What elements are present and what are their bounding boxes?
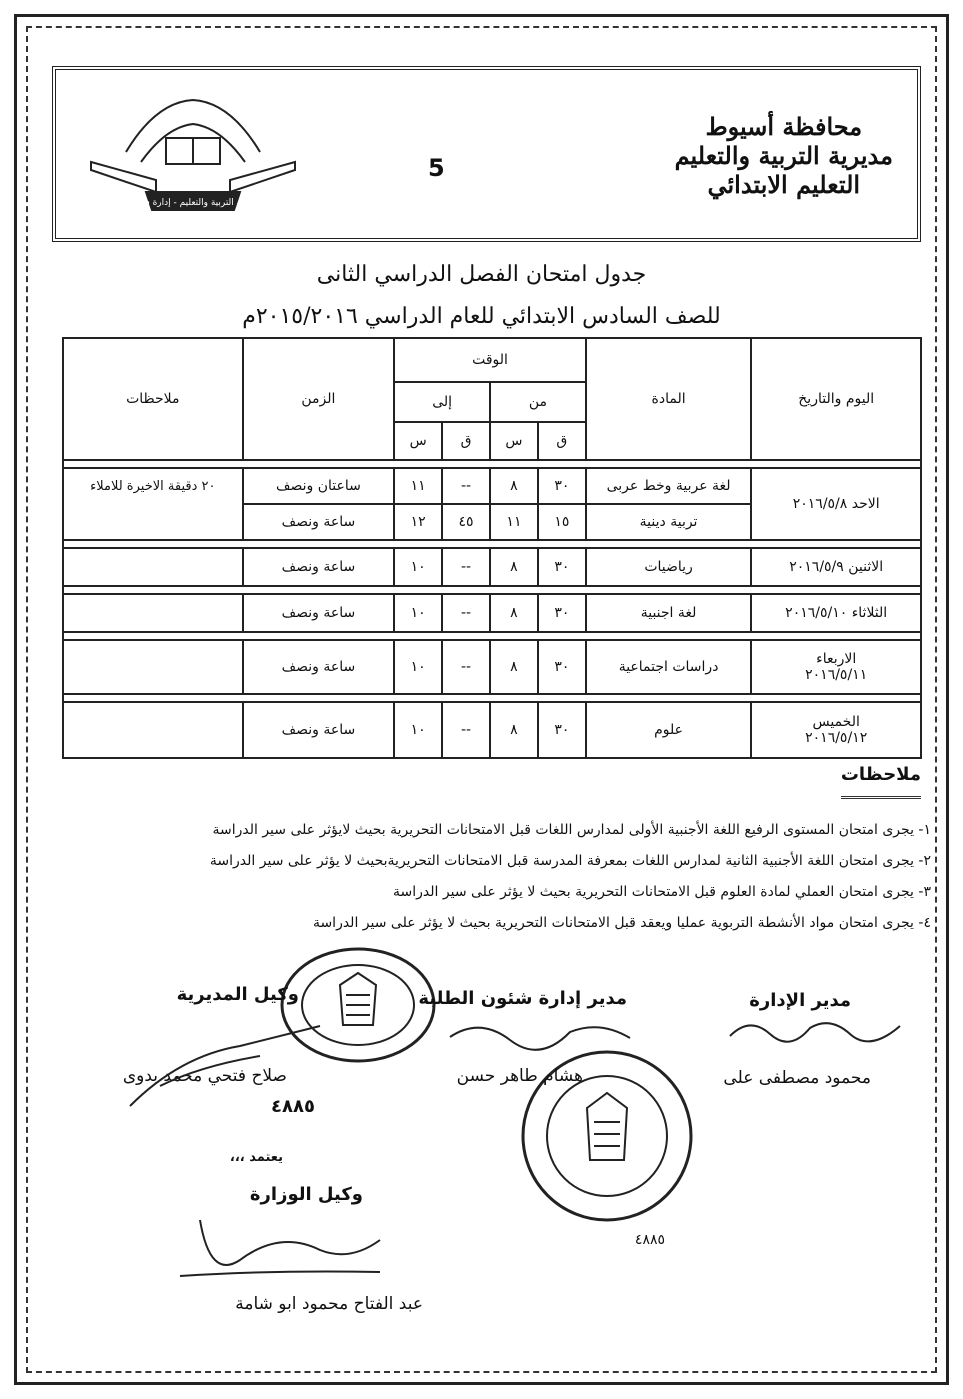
row-duration: ساعة ونصف	[243, 504, 395, 540]
row-from-q: ٣٠	[538, 594, 586, 632]
note-item: ٣- يجرى امتحان العملي لمادة العلوم قبل الامتحانات التحريرية بحيث لا يؤثر على سير الدراسة	[393, 884, 931, 900]
row-from-s: ٨	[490, 594, 538, 632]
header-to-q: ق	[442, 422, 490, 460]
row-from-s: ٨	[490, 640, 538, 694]
stamp-number-2: ٤٨٨٥	[634, 1232, 665, 1248]
table-row	[63, 702, 921, 758]
row-from-q: ٣٠	[538, 548, 586, 586]
header-duration: الزمن	[243, 338, 395, 460]
row-from-s: ١١	[490, 504, 538, 540]
row-subject: تربية دينية	[586, 504, 752, 540]
row-to-q: --	[442, 702, 490, 758]
signature-scribble-4	[170, 1200, 390, 1290]
letterhead-text	[675, 112, 893, 199]
row-duration: ساعة ونصف	[243, 702, 395, 758]
row-day: الثلاثاء ٢٠١٦/٥/١٠	[751, 594, 921, 632]
row-subject: علوم	[586, 702, 752, 758]
notes-underline	[841, 796, 921, 799]
row-notes	[63, 702, 243, 758]
note-item: ١- يجرى امتحان المستوى الرفيع اللغة الأجنبية الأولى لمدارس اللغات قبل الامتحانات التحريرية بحيث لايؤثر على سير الدراسة	[212, 822, 931, 838]
approval-label: يعتمد ،،،	[229, 1150, 283, 1165]
ministry-deputy-name: عبد الفتاح محمود ابو شامة	[235, 1294, 423, 1314]
row-to-q: --	[442, 548, 490, 586]
signature-scribble-3	[120, 1016, 330, 1116]
note-item: ٤- يجرى امتحان مواد الأنشطة التربوية عمليا ويعقد قبل الامتحانات التحريرية بحيث لا يؤثر على سير الدراسة	[312, 915, 931, 931]
row-to-q: ٤٥	[442, 504, 490, 540]
note-item: ٢- يجرى امتحان اللغة الأجنبية الثانية لمدارس اللغات بمعرفة المدرسة قبل الامتحانات التحريريةبحيث لا يؤثر على سير الدراسة	[209, 853, 931, 869]
row-to-s: ١٠	[394, 640, 442, 694]
row-from-s: ٨	[490, 702, 538, 758]
row-subject: لغة عربية وخط عربى	[586, 468, 752, 504]
department-name: التعليم الابتدائي	[707, 170, 861, 199]
directorate-logo	[57, 92, 329, 214]
header-time: الوقت	[394, 338, 586, 382]
row-subject: لغة اجنبية	[586, 594, 752, 632]
row-from-q: ٣٠	[538, 702, 586, 758]
governorate-name: محافظة أسيوط	[705, 112, 863, 141]
row-day	[751, 640, 921, 694]
row-to-s: ١٠	[394, 702, 442, 758]
admin-director-title: مدير الإدارة	[749, 990, 851, 1011]
row-to-s: ١١	[394, 468, 442, 504]
row-day-date: ٢٠١٦/٥/١٢	[805, 730, 868, 746]
deputy-director-title: وكيل المديرية	[176, 984, 299, 1005]
row-to-q: --	[442, 468, 490, 504]
header-to: إلى	[394, 382, 490, 422]
row-day: الاحد ٢٠١٦/٥/٨	[751, 468, 921, 540]
deputy-director-name: صلاح فتحي محمد بدوى	[122, 1066, 287, 1086]
schedule-title: جدول امتحان الفصل الدراسي الثانى	[316, 262, 647, 287]
stamp-number-1: ٤٨٨٥	[271, 1096, 315, 1117]
row-to-q: --	[442, 640, 490, 694]
row-day	[751, 702, 921, 758]
signature-scribble-2	[440, 1012, 640, 1062]
row-subject: دراسات اجتماعية	[586, 640, 752, 694]
row-from-s: ٨	[490, 468, 538, 504]
row-notes	[63, 640, 243, 694]
row-day: الاثنين ٢٠١٦/٥/٩	[751, 548, 921, 586]
table-row	[63, 594, 921, 632]
signature-scribble-1	[720, 1006, 910, 1060]
row-from-s: ٨	[490, 548, 538, 586]
header-from-q: ق	[538, 422, 586, 460]
notes-title: ملاحظات	[840, 764, 921, 785]
row-day-date: ٢٠١٦/٥/١١	[805, 667, 868, 683]
row-to-s: ١٢	[394, 504, 442, 540]
row-from-q: ٣٠	[538, 468, 586, 504]
admin-director-name: محمود مصطفى على	[723, 1068, 871, 1088]
logo-text: محافظة أسيوط - مديرية التربية والتعليم - إدارة شئون الطلبة والامتحانات	[57, 198, 329, 208]
row-duration: ساعتان ونصف	[243, 468, 395, 504]
row-notes: ٢٠ دقيقة الاخيرة للاملاء	[63, 468, 243, 540]
affairs-director-name: هشام طاهر حسن	[456, 1066, 583, 1086]
notes-list	[51, 818, 931, 942]
ministry-deputy-title: وكيل الوزارة	[249, 1184, 363, 1205]
row-to-s: ١٠	[394, 548, 442, 586]
row-day-name: الاربعاء	[816, 651, 857, 667]
row-from-q: ١٥	[538, 504, 586, 540]
row-subject: رياضيات	[586, 548, 752, 586]
row-day-name: الخميس	[812, 714, 860, 730]
exam-schedule-table	[62, 337, 922, 759]
row-notes	[63, 594, 243, 632]
table-row	[63, 640, 921, 694]
row-notes	[63, 548, 243, 586]
reference-number: 5	[428, 154, 453, 182]
schedule-subtitle: للصف السادس الابتدائي للعام الدراسي ٢٠١٥/٢٠١٦م	[242, 304, 721, 329]
header-from-s: س	[490, 422, 538, 460]
header-date: اليوم والتاريخ	[751, 338, 921, 460]
row-duration: ساعة ونصف	[243, 594, 395, 632]
affairs-director-title: مدير إدارة شئون الطلبة	[418, 988, 627, 1009]
table-row	[63, 548, 921, 586]
row-duration: ساعة ونصف	[243, 548, 395, 586]
header-notes: ملاحظات	[63, 338, 243, 460]
header-to-s: س	[394, 422, 442, 460]
directorate-name: مديرية التربية والتعليم	[674, 141, 893, 170]
header-subject: المادة	[586, 338, 752, 460]
row-from-q: ٣٠	[538, 640, 586, 694]
row-to-s: ١٠	[394, 594, 442, 632]
header-from: من	[490, 382, 586, 422]
table-row	[63, 468, 921, 504]
row-to-q: --	[442, 594, 490, 632]
row-duration: ساعة ونصف	[243, 640, 395, 694]
